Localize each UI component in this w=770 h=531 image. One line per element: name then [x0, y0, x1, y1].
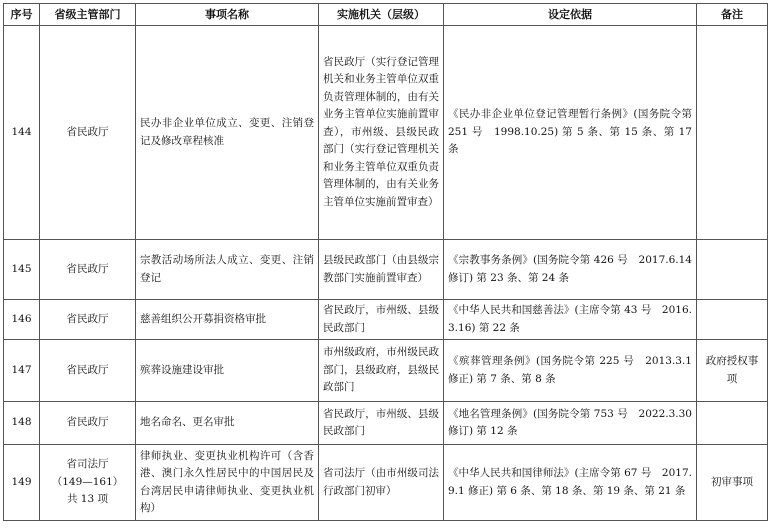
row-org: 省民政厅，市州级、县级民政部门	[319, 300, 444, 340]
table-row	[4, 300, 768, 340]
row-name: 律师执业、变更执业机构许可（含香港、澳门永久性居民中的中国居民及台湾居民申请律师执业、变更执业机构）	[136, 445, 319, 521]
row-org: 市州级政府，市州级民政部门，县级政府，县级民政部门	[319, 340, 444, 402]
row-name: 慈善组织公开募捐资格审批	[136, 300, 319, 340]
row-dept: 省民政厅	[40, 240, 136, 300]
header-basis: 设定依据	[444, 4, 697, 26]
row-basis: 《殡葬管理条例》(国务院令第 225 号 2013.3.1 修正) 第 7 条、第 8 条	[444, 340, 697, 402]
row-name: 民办非企业单位成立、变更、注销登记及修改章程核准	[136, 26, 319, 240]
row-basis: 《地名管理条例》(国务院令第 753 号 2022.3.30 修订) 第 12 条	[444, 402, 697, 445]
header-note: 备注	[697, 4, 768, 26]
header-row	[4, 4, 768, 26]
row-dept: 省司法厅 （149—161） 共 13 项	[40, 445, 136, 521]
row-note	[697, 402, 768, 445]
administrative-items-table	[3, 3, 768, 521]
row-org: 省司法厅（由市州级司法行政部门初审）	[319, 445, 444, 521]
row-org: 省民政厅（实行登记管理机关和业务主管单位双重负责管理体制的，由有关业务主管单位实施前置审查），市州级、县级民政部门（实行登记管理机关和业务主管单位双重负责管理体制的，由有关业务主管单位实施前置审查）	[319, 26, 444, 240]
header-name: 事项名称	[136, 4, 319, 26]
row-no: 145	[4, 240, 40, 300]
row-note	[697, 300, 768, 340]
table-row	[4, 240, 768, 300]
row-dept: 省民政厅	[40, 26, 136, 240]
row-note	[697, 240, 768, 300]
row-basis: 《宗教事务条例》(国务院令第 426 号 2017.6.14 修订) 第 23 条、第 24 条	[444, 240, 697, 300]
table-row	[4, 340, 768, 402]
row-no: 146	[4, 300, 40, 340]
row-name: 地名命名、更名审批	[136, 402, 319, 445]
row-no: 144	[4, 26, 40, 240]
row-name: 宗教活动场所法人成立、变更、注销登记	[136, 240, 319, 300]
row-dept: 省民政厅	[40, 300, 136, 340]
table-row	[4, 445, 768, 521]
row-org: 省民政厅，市州级、县级民政部门	[319, 402, 444, 445]
row-no: 149	[4, 445, 40, 521]
row-dept: 省民政厅	[40, 340, 136, 402]
row-basis: 《民办非企业单位登记管理暂行条例》(国务院令第 251 号 1998.10.25) 第 5 条、第 15 条、第 17 条	[444, 26, 697, 240]
header-no: 序号	[4, 4, 40, 26]
table-row	[4, 26, 768, 240]
table-row	[4, 402, 768, 445]
header-org: 实施机关（层级）	[319, 4, 444, 26]
row-no: 148	[4, 402, 40, 445]
row-dept: 省民政厅	[40, 402, 136, 445]
row-note: 初审事项	[697, 445, 768, 521]
row-name: 殡葬设施建设审批	[136, 340, 319, 402]
row-basis: 《中华人民共和国律师法》(主席令第 67 号 2017.9.1 修正) 第 6 条、第 18 条、第 19 条、第 21 条	[444, 445, 697, 521]
row-basis: 《中华人民共和国慈善法》(主席令第 43 号 2016.3.16) 第 22 条	[444, 300, 697, 340]
row-no: 147	[4, 340, 40, 402]
row-org: 县级民政部门（由县级宗教部门实施前置审查）	[319, 240, 444, 300]
row-note: 政府授权事项	[697, 340, 768, 402]
row-note	[697, 26, 768, 240]
header-dept: 省级主管部门	[40, 4, 136, 26]
